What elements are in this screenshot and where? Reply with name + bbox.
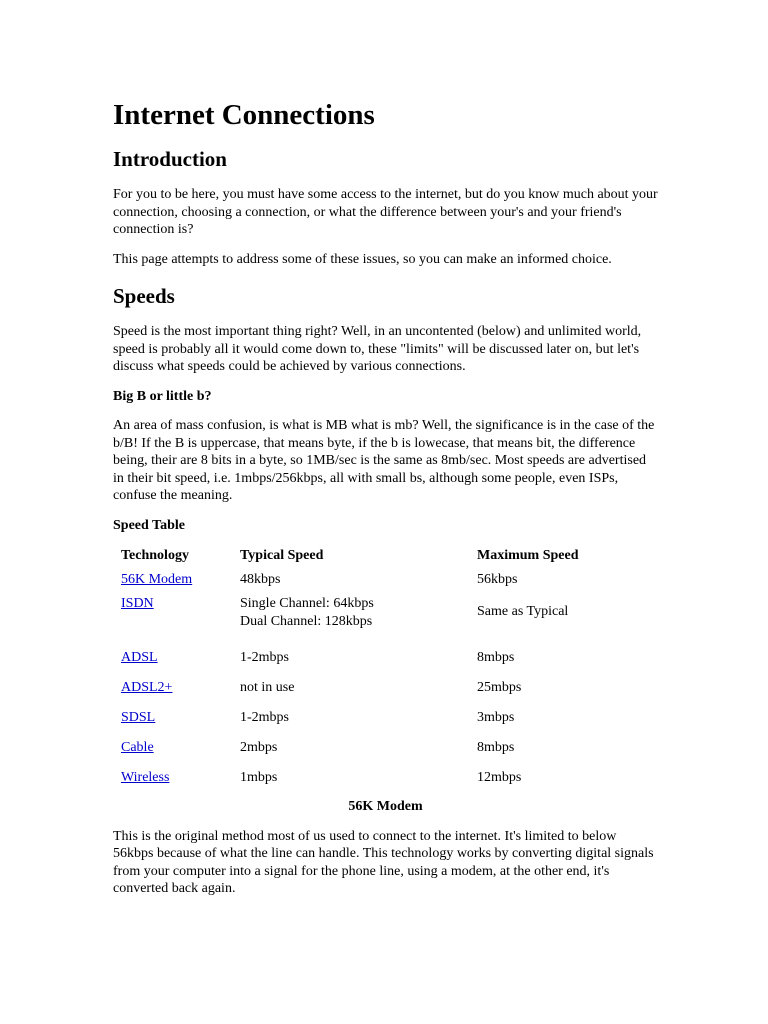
speeds-paragraph: Speed is the most important thing right? Well, in an uncontented (below) and unlimited world, speed is probably all it would come down to, these "limits" will be discussed later on, but let's discuss what speeds could be achieved by various connections. [113, 324, 642, 374]
typical-speed-cell: 1mbps [240, 770, 278, 786]
max-speed-cell: 25mbps [477, 680, 522, 696]
max-speed-cell: 8mbps [477, 650, 515, 666]
tech-cell [113, 673, 232, 703]
document-page [113, 92, 658, 898]
header-typical-speed: Typical Speed [240, 547, 324, 563]
page-title: Internet Connections [113, 99, 375, 131]
intro-paragraph-1: For you to be here, you must have some access to the internet, but do you know much about your connection, choosing a connection, or what the difference between your's and your friend's connection is? [113, 187, 658, 237]
max-speed-cell: 3mbps [477, 710, 515, 726]
tech-cell [113, 565, 232, 595]
speeds-heading: Speeds [113, 284, 175, 308]
table-row [113, 565, 658, 595]
typical-speed-cell: 48kbps [240, 572, 281, 588]
table-row [113, 643, 658, 673]
tech-link-adsl2-plus[interactable]: ADSL2+ [121, 680, 173, 696]
typical-speed-cell: not in use [240, 680, 295, 696]
max-speed-cell: 56kbps [477, 572, 518, 588]
table-row [113, 733, 658, 763]
speed-table-header-row [113, 546, 658, 565]
tech-link-sdsl[interactable]: SDSL [121, 710, 156, 726]
header-maximum-speed: Maximum Speed [477, 547, 579, 563]
max-speed-cell: 12mbps [477, 770, 522, 786]
table-row [113, 703, 658, 733]
max-speed-cell: Same as Typical [477, 604, 569, 619]
intro-heading: Introduction [113, 147, 227, 171]
tech-link-56k-modem[interactable]: 56K Modem [121, 572, 193, 588]
big-b-heading: Big B or little b? [113, 388, 212, 404]
modem-paragraph: This is the original method most of us used to connect to the internet. It's limited to below 56kbps because of what the line can handle. This technology works by converting digital signals from your computer into a signal for the phone line, using a modem, at the other end, it's converted back again. [113, 828, 654, 896]
tech-cell [113, 643, 232, 673]
typical-speed-cell [232, 595, 469, 643]
table-row [113, 595, 658, 643]
typical-speed-cell: 2mbps [240, 740, 278, 756]
intro-paragraph-2: This page attempts to address some of these issues, so you can make an informed choice. [113, 251, 612, 267]
tech-cell [113, 595, 232, 643]
big-b-paragraph: An area of mass confusion, is what is MB what is mb? Well, the significance is in the case of the b/B! If the B is uppercase, that means byte, if the b is lowecase, that means bit, the difference being, their are 8 bits in a byte, so 1MB/sec is the same as 8mb/sec. Most speeds are advertised in their bit speed, i.e. 1mbps/256kbps, all with small bs, although some people, even ISPs, confuse the meaning. [113, 418, 655, 503]
typical-speed-line-1: Single Channel: 64kbps [240, 596, 374, 611]
tech-cell [113, 733, 232, 763]
tech-link-adsl[interactable]: ADSL [121, 650, 158, 666]
table-row [113, 763, 658, 793]
typical-speed-cell: 1-2mbps [240, 650, 289, 666]
header-technology: Technology [121, 547, 189, 563]
modem-section-caption: 56K Modem [348, 799, 423, 814]
speed-table-heading: Speed Table [113, 517, 185, 533]
tech-link-cable[interactable]: Cable [121, 740, 154, 756]
typical-speed-line-2: Dual Channel: 128kbps [240, 613, 373, 629]
table-row [113, 673, 658, 703]
tech-cell [113, 763, 232, 793]
typical-speed-cell: 1-2mbps [240, 710, 289, 726]
speed-table [113, 546, 658, 793]
tech-link-isdn[interactable]: ISDN [121, 596, 154, 611]
max-speed-cell: 8mbps [477, 740, 515, 756]
tech-cell [113, 703, 232, 733]
tech-link-wireless[interactable]: Wireless [121, 770, 170, 786]
